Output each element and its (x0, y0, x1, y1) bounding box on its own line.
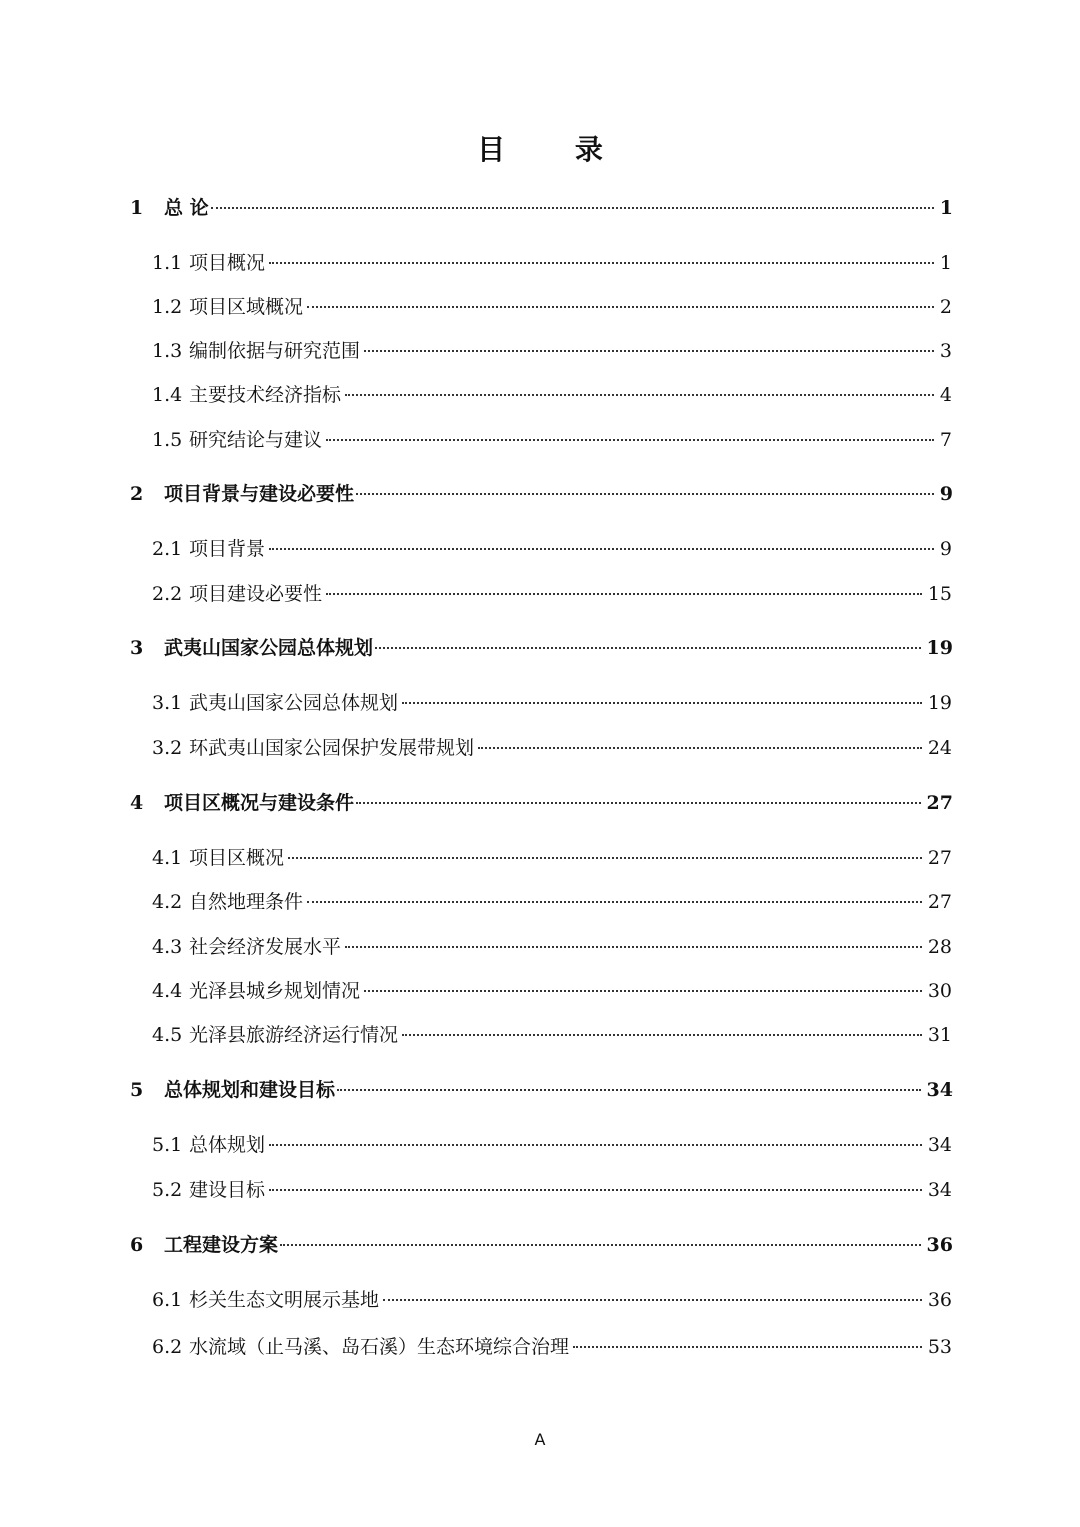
entry-label: 总 论 (164, 197, 209, 219)
entry-page-number: 53 (927, 1336, 952, 1358)
toc-section-entry[interactable] (152, 534, 952, 561)
entry-label: 总体规划 (189, 1134, 266, 1156)
entry-label: 建设目标 (189, 1179, 266, 1201)
toc-section-entry[interactable] (152, 380, 952, 407)
dot-leader (364, 990, 922, 992)
entry-number: 1 (130, 197, 144, 219)
entry-page-number: 36 (926, 1234, 953, 1256)
entry-page-number: 3 (939, 340, 952, 362)
entry-number: 4.4 (152, 980, 183, 1002)
entry-page-number: 2 (939, 296, 952, 318)
toc-section-entry[interactable] (152, 843, 952, 870)
entry-number: 6 (130, 1234, 144, 1256)
dot-leader (288, 857, 922, 859)
entry-number: 2.2 (152, 583, 183, 605)
entry-number: 5 (130, 1079, 144, 1101)
dot-leader (356, 493, 934, 495)
entry-label: 环武夷山国家公园保护发展带规划 (189, 737, 475, 759)
entry-label: 编制依据与研究范围 (189, 340, 361, 362)
entry-label: 项目区域概况 (189, 296, 304, 318)
toc-section-entry[interactable] (152, 932, 952, 959)
dot-leader (345, 394, 934, 396)
entry-page-number: 1 (939, 197, 953, 219)
entry-number: 1.2 (152, 296, 183, 318)
entry-label: 武夷山国家公园总体规划 (189, 692, 399, 714)
entry-number: 4.2 (152, 891, 183, 913)
entry-label: 项目建设必要性 (189, 583, 323, 605)
entry-page-number: 9 (939, 538, 952, 560)
entry-page-number: 7 (939, 429, 952, 451)
dot-leader (269, 1189, 922, 1191)
toc-section-entry[interactable] (152, 1332, 952, 1359)
entry-number: 6.2 (152, 1336, 183, 1358)
toc-chapter-entry[interactable] (130, 788, 953, 815)
toc-chapter-entry[interactable] (130, 1230, 953, 1257)
entry-page-number: 15 (927, 583, 952, 605)
dot-leader (573, 1346, 922, 1348)
entry-label: 研究结论与建议 (189, 429, 323, 451)
toc-section-entry[interactable] (152, 1175, 952, 1202)
toc-section-entry[interactable] (152, 976, 952, 1003)
entry-number: 3.2 (152, 737, 183, 759)
dot-leader (307, 306, 934, 308)
toc-section-entry[interactable] (152, 733, 952, 760)
entry-label: 光泽县城乡规划情况 (189, 980, 361, 1002)
toc-section-entry[interactable] (152, 248, 952, 275)
dot-leader (326, 439, 934, 441)
entry-page-number: 27 (927, 847, 952, 869)
toc-chapter-entry[interactable] (130, 633, 953, 660)
toc-section-entry[interactable] (152, 887, 952, 914)
entry-label: 自然地理条件 (189, 891, 304, 913)
entry-label: 总体规划和建设目标 (164, 1079, 336, 1101)
entry-label: 光泽县旅游经济运行情况 (189, 1024, 399, 1046)
dot-leader (211, 207, 934, 209)
entry-page-number: 19 (927, 692, 952, 714)
dot-leader (269, 548, 934, 550)
entry-page-number: 31 (927, 1024, 952, 1046)
entry-page-number: 1 (939, 252, 952, 274)
dot-leader (402, 702, 922, 704)
dot-leader (356, 802, 921, 804)
entry-number: 5.2 (152, 1179, 183, 1201)
entry-number: 1.5 (152, 429, 183, 451)
toc-section-entry[interactable] (152, 1285, 952, 1312)
dot-leader (269, 1144, 922, 1146)
toc-chapter-entry[interactable] (130, 1075, 953, 1102)
entry-number: 2.1 (152, 538, 183, 560)
entry-number: 2 (130, 483, 144, 505)
dot-leader (383, 1299, 922, 1301)
entry-number: 3 (130, 637, 144, 659)
entry-page-number: 19 (926, 637, 953, 659)
entry-label: 项目区概况与建设条件 (164, 792, 355, 814)
entry-page-number: 30 (927, 980, 952, 1002)
entry-label: 水流域（止马溪、岛石溪）生态环境综合治理 (189, 1336, 570, 1358)
entry-label: 项目背景 (189, 538, 266, 560)
entry-page-number: 34 (927, 1179, 952, 1201)
toc-title: 目 录 (477, 133, 633, 166)
entry-number: 1.1 (152, 252, 183, 274)
entry-label: 项目区概况 (189, 847, 285, 869)
page-footer: A (534, 1430, 546, 1449)
entry-label: 杉关生态文明展示基地 (189, 1289, 380, 1311)
entry-number: 4.1 (152, 847, 183, 869)
dot-leader (375, 647, 921, 649)
entry-page-number: 28 (927, 936, 952, 958)
entry-number: 4 (130, 792, 144, 814)
entry-page-number: 27 (926, 792, 953, 814)
entry-page-number: 34 (926, 1079, 953, 1101)
dot-leader (402, 1034, 922, 1036)
dot-leader (307, 901, 922, 903)
entry-number: 1.3 (152, 340, 183, 362)
toc-section-entry[interactable] (152, 1130, 952, 1157)
entry-page-number: 4 (939, 384, 952, 406)
entry-page-number: 34 (927, 1134, 952, 1156)
entry-label: 武夷山国家公园总体规划 (164, 637, 374, 659)
dot-leader (364, 350, 934, 352)
entry-label: 主要技术经济指标 (189, 384, 342, 406)
entry-number: 1.4 (152, 384, 183, 406)
dot-leader (478, 747, 922, 749)
entry-label: 项目概况 (189, 252, 266, 274)
entry-number: 3.1 (152, 692, 183, 714)
toc-section-entry[interactable] (152, 579, 952, 606)
entry-number: 6.1 (152, 1289, 183, 1311)
entry-label: 工程建设方案 (164, 1234, 279, 1256)
entry-page-number: 9 (939, 483, 953, 505)
dot-leader (269, 262, 934, 264)
toc-section-entry[interactable] (152, 292, 952, 319)
toc-chapter-entry[interactable] (130, 479, 953, 506)
dot-leader (345, 946, 922, 948)
entry-label: 项目背景与建设必要性 (164, 483, 355, 505)
toc-chapter-entry[interactable] (130, 193, 953, 220)
entry-number: 4.5 (152, 1024, 183, 1046)
toc-section-entry[interactable] (152, 425, 952, 452)
dot-leader (337, 1089, 921, 1091)
entry-number: 4.3 (152, 936, 183, 958)
toc-section-entry[interactable] (152, 336, 952, 363)
dot-leader (326, 593, 922, 595)
toc-section-entry[interactable] (152, 1020, 952, 1047)
entry-page-number: 36 (927, 1289, 952, 1311)
entry-label: 社会经济发展水平 (189, 936, 342, 958)
entry-page-number: 27 (927, 891, 952, 913)
toc-section-entry[interactable] (152, 688, 952, 715)
entry-number: 5.1 (152, 1134, 183, 1156)
dot-leader (280, 1244, 921, 1246)
entry-page-number: 24 (927, 737, 952, 759)
